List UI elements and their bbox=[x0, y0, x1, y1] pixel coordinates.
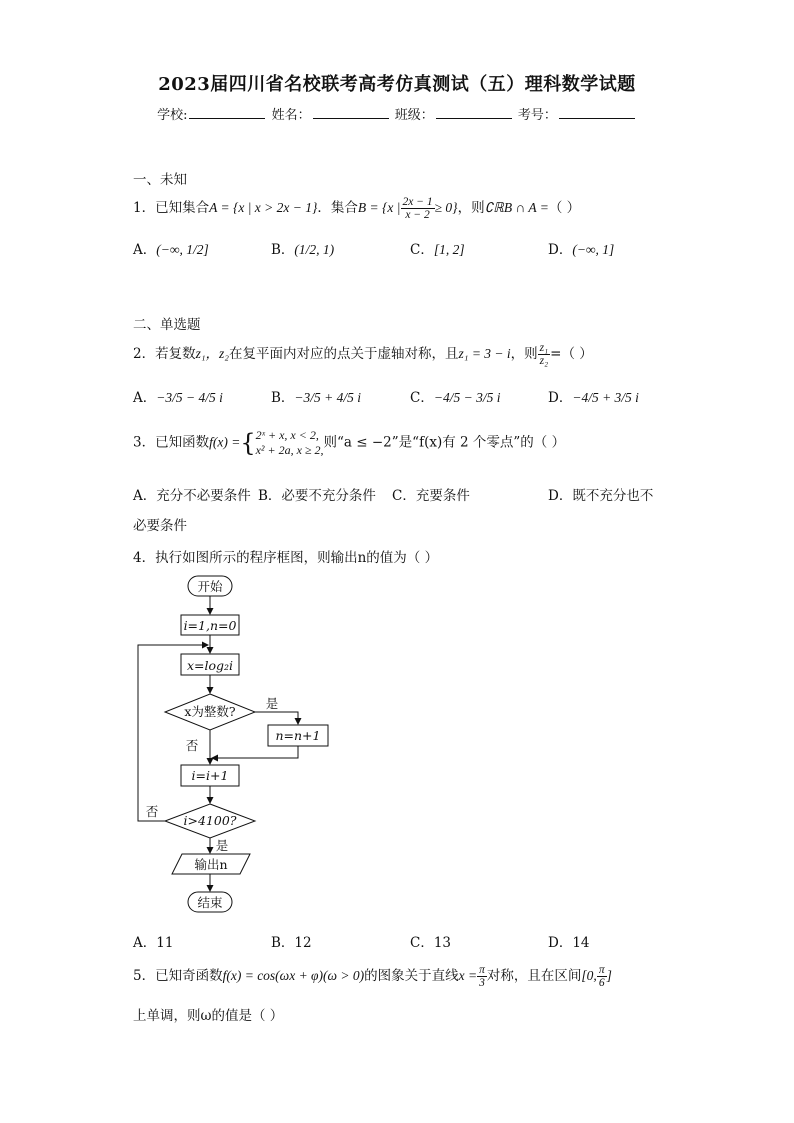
option-label: C． bbox=[410, 935, 434, 951]
q1-set-a: A = {x | x > 2x − 1} bbox=[209, 200, 318, 215]
q5-function: f(x) = cos(ωx + φ)(ω > 0) bbox=[222, 968, 365, 983]
flow-cond2-label: i>4100? bbox=[183, 813, 237, 828]
option-label: D． bbox=[548, 488, 573, 504]
option-text: 14 bbox=[572, 935, 590, 951]
q2-frac-den: z₂ bbox=[539, 355, 549, 367]
option-text: 13 bbox=[433, 935, 452, 951]
option-text: −3/5 − 4/5 i bbox=[156, 390, 223, 405]
q1-expression: ∁ℝB ∩ A = bbox=[484, 200, 549, 215]
name-label: 姓名： bbox=[271, 108, 311, 123]
q5-frac-den: 3 bbox=[479, 977, 485, 989]
class-label: 班级： bbox=[394, 108, 434, 123]
q4-option-d[interactable] bbox=[548, 931, 590, 951]
q3-brace: { bbox=[240, 429, 256, 457]
q5-fraction bbox=[477, 964, 487, 989]
q5-text-c: 对称，且在区间 bbox=[486, 968, 582, 984]
q3-text-b: 则“a ≤ −2”是“f(x)有 2 个零点”的（ ） bbox=[323, 434, 566, 451]
option-text: (−∞, 1] bbox=[572, 242, 615, 257]
q2-text-a: 2．若复数 bbox=[133, 346, 196, 362]
q1-option-c[interactable] bbox=[410, 238, 465, 258]
q5-text-b: 的图象关于直线 bbox=[364, 968, 459, 984]
class-blank[interactable] bbox=[436, 106, 512, 119]
q1-frac-num: 2x − 1 bbox=[402, 196, 433, 208]
school-blank[interactable] bbox=[189, 106, 265, 119]
option-label: D． bbox=[548, 935, 573, 951]
student-info-line bbox=[0, 104, 794, 123]
flow-yes2-label: 是 bbox=[215, 838, 229, 853]
option-text: −4/5 + 3/5 i bbox=[572, 390, 639, 405]
q3-case-2: x² + 2a, x ≥ 2, bbox=[255, 443, 324, 457]
option-label: B． bbox=[271, 390, 295, 406]
q2-option-c[interactable] bbox=[410, 386, 500, 406]
q1-fraction bbox=[401, 196, 435, 221]
q5-interval-right: ] bbox=[606, 968, 612, 983]
q1-text-c: ，则 bbox=[457, 200, 485, 216]
option-label: B． bbox=[258, 488, 282, 504]
q4-option-c[interactable] bbox=[410, 931, 451, 951]
q2-option-a[interactable] bbox=[133, 386, 223, 406]
option-text: −4/5 − 3/5 i bbox=[433, 390, 501, 405]
option-label: A． bbox=[133, 488, 157, 504]
option-text: −3/5 + 4/5 i bbox=[294, 390, 362, 405]
q2-option-b[interactable] bbox=[271, 386, 361, 406]
q2-text-c: ，则 bbox=[510, 346, 538, 362]
q5-frac-num: π bbox=[479, 964, 485, 976]
flow-assign-label: x=log₂i bbox=[186, 658, 234, 673]
q3-option-a[interactable] bbox=[133, 484, 251, 504]
option-label: D． bbox=[548, 390, 573, 406]
q1-text-b: ．集合 bbox=[317, 200, 358, 216]
option-label: A． bbox=[133, 390, 157, 406]
option-text: 充要条件 bbox=[415, 488, 470, 504]
option-text: 11 bbox=[156, 935, 174, 951]
q4-option-a[interactable] bbox=[133, 931, 173, 951]
q1-option-a[interactable] bbox=[133, 238, 209, 258]
option-text: 12 bbox=[294, 935, 312, 951]
flow-inc-n-label: n=n+1 bbox=[275, 728, 321, 743]
flow-cond1-label: x为整数? bbox=[184, 704, 236, 719]
question-4-stem: 4．执行如图所示的程序框图，则输出n的值为（ ） bbox=[133, 550, 439, 566]
option-label: C． bbox=[410, 390, 434, 406]
q2-z-vars: z₁，z₂ bbox=[195, 346, 229, 361]
section-heading-2: 二、单选题 bbox=[133, 317, 201, 333]
option-text: (−∞, 1/2] bbox=[156, 242, 209, 257]
flow-arrow bbox=[255, 712, 298, 724]
question-5-line-2: 上单调，则ω的值是（ ） bbox=[133, 1008, 284, 1024]
q3-option-d[interactable] bbox=[548, 484, 653, 504]
option-text: 必要不充分条件 bbox=[281, 488, 376, 504]
q2-option-d[interactable] bbox=[548, 386, 639, 406]
q3-case-1: 2ˣ + x, x < 2, bbox=[255, 428, 319, 442]
q3-option-b[interactable] bbox=[258, 484, 376, 504]
q5-line: x = bbox=[458, 968, 478, 983]
q1-answer-paren: （ ） bbox=[548, 200, 581, 216]
flow-no2-label: 否 bbox=[145, 804, 159, 819]
flow-yes1-label: 是 bbox=[265, 696, 279, 711]
option-text: 充分不必要条件 bbox=[156, 488, 251, 504]
q2-fraction bbox=[538, 342, 550, 367]
flow-no1-label: 否 bbox=[185, 738, 199, 753]
q2-frac-num: z₁ bbox=[539, 342, 549, 354]
option-label: C． bbox=[392, 488, 416, 504]
question-2-stem bbox=[133, 342, 593, 367]
q1-frac-den: x − 2 bbox=[405, 209, 430, 221]
q3-piecewise bbox=[256, 428, 324, 458]
q3-option-d-wrap: 必要条件 bbox=[133, 518, 187, 534]
program-flowchart bbox=[128, 570, 368, 920]
q1-option-b[interactable] bbox=[271, 238, 334, 258]
option-label: B． bbox=[271, 242, 295, 258]
section-heading-1: 一、未知 bbox=[133, 172, 187, 188]
q3-text-a: 3．已知函数 bbox=[133, 434, 210, 451]
number-label: 考号： bbox=[517, 108, 557, 123]
q5-interval-left: [0, bbox=[581, 968, 597, 983]
q5-i-den: 6 bbox=[598, 977, 605, 989]
flow-init-label: i=1,n=0 bbox=[183, 618, 237, 633]
flow-start-label: 开始 bbox=[197, 579, 223, 594]
option-label: A． bbox=[133, 242, 157, 258]
q1-text-a: 1．已知集合 bbox=[133, 200, 210, 216]
flow-end-label: 结束 bbox=[197, 895, 223, 910]
option-label: D． bbox=[548, 242, 573, 258]
q1-set-b-left: B = {x | bbox=[357, 200, 401, 215]
number-blank[interactable] bbox=[559, 106, 635, 119]
option-label: C． bbox=[410, 242, 434, 258]
option-text: 既不充分也不 bbox=[572, 488, 654, 504]
flow-arrow bbox=[212, 746, 298, 758]
option-label: B． bbox=[271, 935, 295, 951]
question-3-stem bbox=[133, 428, 565, 458]
option-text: [1, 2] bbox=[433, 242, 465, 257]
flow-output-label: 输出n bbox=[194, 857, 228, 872]
page-title: 2023届四川省名校联考高考仿真测试（五）理科数学试题 bbox=[158, 74, 636, 95]
question-1-stem bbox=[133, 196, 580, 221]
q3-option-c[interactable] bbox=[392, 484, 470, 504]
option-label: A． bbox=[133, 935, 157, 951]
q2-text-d: =（ ） bbox=[550, 346, 593, 362]
q1-option-d[interactable] bbox=[548, 238, 614, 258]
q1-set-b-right: ≥ 0} bbox=[434, 200, 458, 215]
q5-i-num: π bbox=[598, 964, 605, 976]
q3-function: f(x) = bbox=[209, 434, 241, 450]
flow-inc-i-label: i=i+1 bbox=[191, 768, 229, 783]
q2-equation: z₁ = 3 − i bbox=[458, 346, 511, 361]
question-5-stem bbox=[133, 964, 612, 989]
q4-option-b[interactable] bbox=[271, 931, 312, 951]
q5-interval-fraction bbox=[597, 964, 607, 989]
q5-text-a: 5．已知奇函数 bbox=[133, 968, 223, 984]
option-text: (1/2, 1) bbox=[294, 242, 335, 257]
name-blank[interactable] bbox=[313, 106, 389, 119]
school-label: 学校: bbox=[157, 108, 188, 123]
q2-text-b: 在复平面内对应的点关于虚轴对称，且 bbox=[229, 346, 459, 362]
